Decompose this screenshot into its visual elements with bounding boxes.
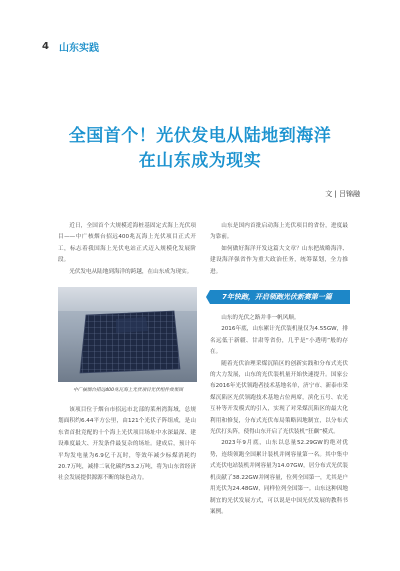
paragraph: 2016年底，山东累计光伏装机量仅为4.55GW，排名远低于新疆、甘肃等省份，几乎是“小透明”般的存在。 bbox=[210, 326, 348, 356]
article-author: 文 | 吕锦融 bbox=[325, 190, 360, 198]
page-header bbox=[42, 38, 99, 54]
paragraph: 光伏发电从陆地到海洋的跨越，在山东成为现实。 bbox=[69, 268, 193, 275]
article-title-line-2: 在山东成为现实 bbox=[138, 151, 262, 171]
section-banner bbox=[210, 290, 350, 304]
right-column-intro bbox=[210, 221, 348, 278]
paragraph: 近日，全国首个大规模近海桩基固定式海上光伏项目——中广核烟台招远400兆瓦海上光伏项目正式开工，标志着我国海上光伏电站正式迈入规模化发展阶段。 bbox=[58, 223, 196, 264]
right-column-body bbox=[210, 313, 348, 518]
paragraph: 随着光伏治理采煤沉陷区的创新实践和分布式光伏的大力发展，山东的光伏装机量开始快速提升。国家公布2016年光伏领跑者技术基地名单，济宁市、新泰市采煤沉陷区光伏领跑技术基地占位两席，滨化五号、农光互补等开发模式的引入，实现了对采煤沉陷区的最大化利用和修复，分布式光伏布局策略因地制宜，以分布式光伏打头阵，使得山东开启了光伏装机“狂飙”模式。 bbox=[210, 360, 348, 436]
banner-tip bbox=[206, 290, 210, 304]
article-title-line-1: 全国首个！光伏发电从陆地到海洋 bbox=[68, 126, 332, 146]
paragraph: 山东的光伏之路并非一帆风顺。 bbox=[221, 315, 300, 321]
paragraph: 山东是国内首批启动海上光伏项目的省份，进度最为靠前。 bbox=[210, 223, 348, 241]
left-column-intro bbox=[58, 221, 196, 278]
paragraph: 该项目位于烟台市招远市北部的莱州湾海域，总规划面积约6.44平方公里，由121个光伏子阵组成，是山东省首批竞配的十个海上光伏项目场址中水深最深、建设难度最大、开发条件最复杂的场址。建成后，预计年平均发电量为6.9亿千瓦时，等效年减少标煤消耗约20.7万吨，减排二氧化碳约53.2万吨，将为山东省经济社会发展提供源源不断的绿色动力。 bbox=[58, 407, 196, 482]
paragraph: 如何做好海洋开发这篇大文章？山东把战略海洋、建设海洋强省作为重大政治任务，统筹谋划，全力推进。 bbox=[210, 245, 348, 275]
left-column-body bbox=[58, 405, 196, 485]
photo-caption: 中广核烟台招远400兆瓦海上光伏项目光伏组件效果图 bbox=[73, 388, 183, 393]
page-number: 4 bbox=[42, 40, 49, 52]
solar-panel-photo bbox=[58, 287, 197, 382]
paragraph: 2023年9月底，山东以总量52.29GW的绝对优势，连续领跑全国累计装机并网容量第一名。其中集中式光伏电站装机并网容量为14.07GW，居分布式光伏装机贡献了38.22GW并网容量，位列全国第一，尤其是户用光伏为24.48GW，同样位列全国第一。山东这种因地制宜的光伏发展方式，可以说是中国光伏发展的教科书案例。 bbox=[210, 440, 348, 515]
section-label: 山东实践 bbox=[58, 42, 99, 54]
photo-sky bbox=[58, 287, 197, 311]
solar-array-graphic bbox=[76, 309, 184, 375]
banner-text: 7年快跑，开启领跑光伏新赛第一篇 bbox=[222, 293, 332, 301]
